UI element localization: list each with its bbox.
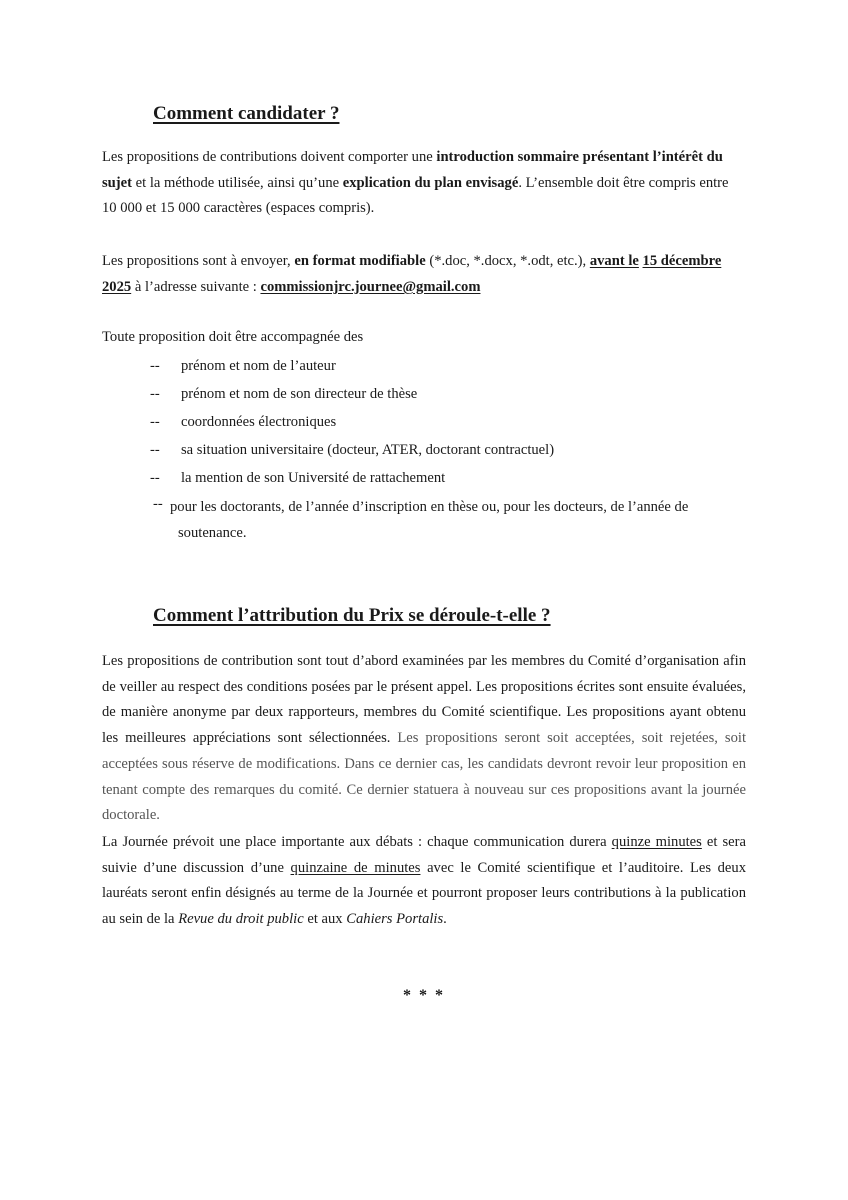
- list-item-text: la mention de son Université de rattachement: [181, 470, 446, 486]
- email-link[interactable]: commissionjrc.journee@gmail.com: [260, 278, 481, 295]
- paragraph-evaluation-process: [102, 649, 746, 829]
- list-dash: --: [150, 414, 160, 430]
- list-item-text: prénom et nom de son directeur de thèse: [181, 386, 418, 402]
- text-run: Les propositions sont à envoyer,: [102, 253, 295, 269]
- bold-run: en format modifiable: [294, 253, 426, 269]
- bold-run: explication du plan envisagé: [342, 174, 519, 191]
- list-dash: --: [150, 358, 160, 374]
- section-heading-attribution: Comment l’attribution du Prix se déroule-t-elle ?: [153, 605, 551, 626]
- paragraph-submission-format: [102, 249, 746, 300]
- list-item-text: [150, 494, 730, 546]
- deadline-date: 15 décembre 2025: [102, 253, 722, 295]
- list-dash: --: [153, 496, 163, 512]
- list-item: [150, 468, 750, 496]
- grey-text-run: Les propositions seront soit acceptées, soit rejetées, soit acceptées sous réserve de modifications. Dans ce dernier cas, les candidats devront revoir leur proposition en tenant compte des remarques du comité. Ce dernier statuera à nouveau sur ces propositions avant la journée doctorale.: [102, 730, 747, 824]
- list-intro: Toute proposition doit être accompagnée des: [102, 329, 364, 345]
- text-run: et aux: [303, 911, 347, 928]
- text-run: .: [443, 911, 447, 928]
- list-item-line: soutenance.: [178, 525, 247, 541]
- paragraph-journee-debats: [102, 830, 746, 933]
- list-item: [150, 412, 750, 440]
- list-item-text: prénom et nom de l’auteur: [181, 358, 336, 374]
- list-item-line: pour les doctorants, de l’année d’inscription en thèse ou, pour les docteurs, de l’année de: [170, 499, 689, 515]
- underlined-run: quinzaine de minutes: [290, 859, 421, 876]
- bold-run: introduction sommaire présentant l’intérêt du sujet: [102, 149, 723, 191]
- requirements-list: [150, 356, 750, 546]
- list-item-text: coordonnées électroniques: [181, 414, 337, 430]
- text-run: La Journée prévoit une place importante aux débats : chaque communication durera: [102, 834, 612, 850]
- paragraph-contributions-requirements: [102, 145, 746, 222]
- section-heading-candidater: Comment candidater ?: [153, 103, 340, 124]
- deadline-label: avant le: [589, 253, 639, 269]
- list-item: [150, 356, 750, 384]
- text-run: (*.doc, *.docx, *.odt, etc.),: [425, 253, 590, 269]
- text-run: et la méthode utilisée, ainsi qu’une: [132, 174, 343, 191]
- separator-stars: * * *: [403, 987, 445, 1004]
- text-run: avec le Comité scientifique et l’auditoire. Les deux lauréats seront enfin désignés au terme de la Journée et pourront proposer leurs contributions à la publication au sein de la: [102, 859, 746, 928]
- list-dash: --: [150, 442, 160, 458]
- list-item-text: sa situation universitaire (docteur, ATER, doctorant contractuel): [181, 442, 555, 458]
- list-dash: --: [150, 470, 160, 486]
- list-item: [150, 384, 750, 412]
- underlined-run: quinze minutes: [611, 834, 702, 850]
- italic-run: Revue du droit public: [178, 911, 304, 928]
- list-item: [150, 440, 750, 468]
- text-run: à l’adresse suivante :: [131, 278, 261, 295]
- list-item: [150, 494, 750, 546]
- italic-run: Cahiers Portalis: [346, 911, 444, 928]
- text-run: Les propositions de contribution sont tout d’abord examinées par les membres du Comité d’organisation afin de veiller au respect des conditions posées par le présent appel. Les propositions écrites sont ensuite évaluées, de manière anonyme par deux rapporteurs, membres du Comité scientifique. Les propositions ayant obtenu les meilleures appréciations sont sélectionnées.: [102, 653, 746, 747]
- list-dash: --: [150, 386, 160, 402]
- text-run: Les propositions de contributions doivent comporter une: [102, 149, 437, 165]
- text-run: et sera suivie d’une discussion d’une: [102, 834, 746, 876]
- text-run: . L’ensemble doit être compris entre 10 000 et 15 000 caractères (espaces compris).: [102, 174, 729, 217]
